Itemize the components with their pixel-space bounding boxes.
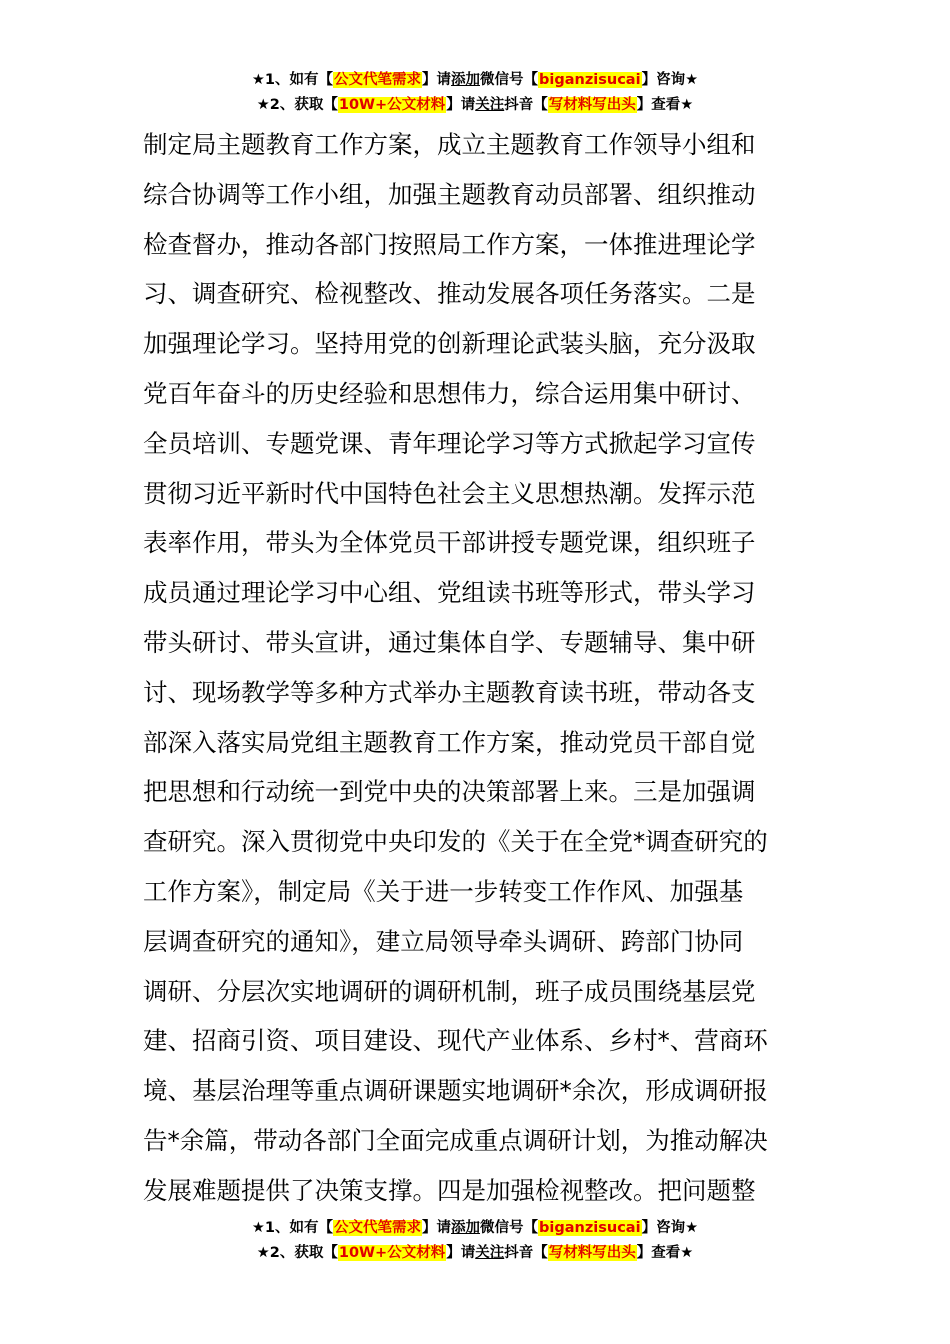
highlight-wechat-id: biganzisucai [539,72,641,88]
banner-text: 】查看★ [636,1245,694,1261]
text-line: 部深入落实局党组主题教育工作方案，推动党员干部自觉 [143,727,756,757]
footer-banner [0,1216,950,1266]
highlight-wechat-id: biganzisucai [539,1220,641,1236]
banner-text: ★2、获取【 [256,97,338,113]
text-line: 党百年奋斗的历史经验和思想伟力，综合运用集中研讨、 [143,378,756,408]
banner-text: 】请 [446,1245,476,1261]
banner-text: 抖音【 [504,1245,548,1261]
text-line: 综合协调等工作小组，加强主题教育动员部署、组织推动 [143,179,756,209]
banner-line-2 [0,93,950,118]
highlight-materials: 10W+公文材料 [338,97,446,113]
text-line: 带头研讨、带头宣讲，通过集体自学、专题辅导、集中研 [143,627,756,657]
underlined-text: 添加 [451,1220,481,1236]
banner-text: 】请 [422,1220,452,1236]
text-line: 境、基层治理等重点调研课题实地调研*余次，形成调研报 [143,1076,768,1106]
highlight-service: 公文代笔需求 [334,1220,422,1236]
highlight-service: 公文代笔需求 [334,72,422,88]
text-line: 检查督办，推动各部门按照局工作方案，一体推进理论学 [143,229,756,259]
banner-text: 】查看★ [636,97,694,113]
text-line: 全员培训、专题党课、青年理论学习等方式掀起学习宣传 [143,428,756,458]
highlight-materials: 10W+公文材料 [338,1245,446,1261]
banner-line-1 [0,1216,950,1241]
text-line: 把思想和行动统一到党中央的决策部署上来。三是加强调 [143,777,756,807]
banner-text: 微信号【 [480,72,539,88]
underlined-text: 关注 [475,1245,505,1261]
text-line: 建、招商引资、项目建设、现代产业体系、乡村*、营商环 [143,1026,768,1056]
text-line: 成员通过理论学习中心组、党组读书班等形式，带头学习 [143,578,756,608]
banner-text: 】咨询★ [641,1220,699,1236]
text-line: 调研、分层次实地调研的调研机制，班子成员围绕基层党 [143,976,756,1006]
text-line: 发展难题提供了决策支撑。四是加强检视整改。把问题整 [143,1175,756,1205]
banner-text: ★1、如有【 [251,72,334,88]
text-line: 层调查研究的通知》，建立局领导牵头调研、跨部门协同 [143,926,744,956]
highlight-douyin-account: 写材料写出头 [548,1245,636,1261]
banner-line-1 [0,68,950,93]
text-line: 制定局主题教育工作方案，成立主题教育工作领导小组和 [143,130,756,159]
text-line: 工作方案》，制定局《关于进一步转变工作作风、加强基 [143,876,744,906]
banner-text: 抖音【 [504,97,548,113]
header-banner [0,68,950,118]
text-line: 查研究。深入贯彻党中央印发的《关于在全党*调查研究的 [143,827,768,857]
highlight-douyin-account: 写材料写出头 [548,97,636,113]
banner-text: ★2、获取【 [256,1245,338,1261]
text-line: 习、调查研究、检视整改、推动发展各项任务落实。二是 [143,279,756,309]
text-line: 贯彻习近平新时代中国特色社会主义思想热潮。发挥示范 [143,478,756,508]
underlined-text: 关注 [475,97,505,113]
body-paragraph [143,120,813,1216]
banner-text: 】请 [422,72,452,88]
underlined-text: 添加 [451,72,481,88]
banner-text: 】请 [446,97,476,113]
text-line: 讨、现场教学等多种方式举办主题教育读书班，带动各支 [143,677,756,707]
banner-text: 微信号【 [480,1220,539,1236]
banner-text: ★1、如有【 [251,1220,334,1236]
text-line: 告*余篇，带动各部门全面完成重点调研计划，为推动解决 [143,1125,768,1155]
banner-text: 】咨询★ [641,72,699,88]
text-line: 表率作用，带头为全体党员干部讲授专题党课，组织班子 [143,528,756,558]
text-line: 加强理论学习。坚持用党的创新理论武装头脑，充分汲取 [143,329,756,359]
banner-line-2 [0,1241,950,1266]
